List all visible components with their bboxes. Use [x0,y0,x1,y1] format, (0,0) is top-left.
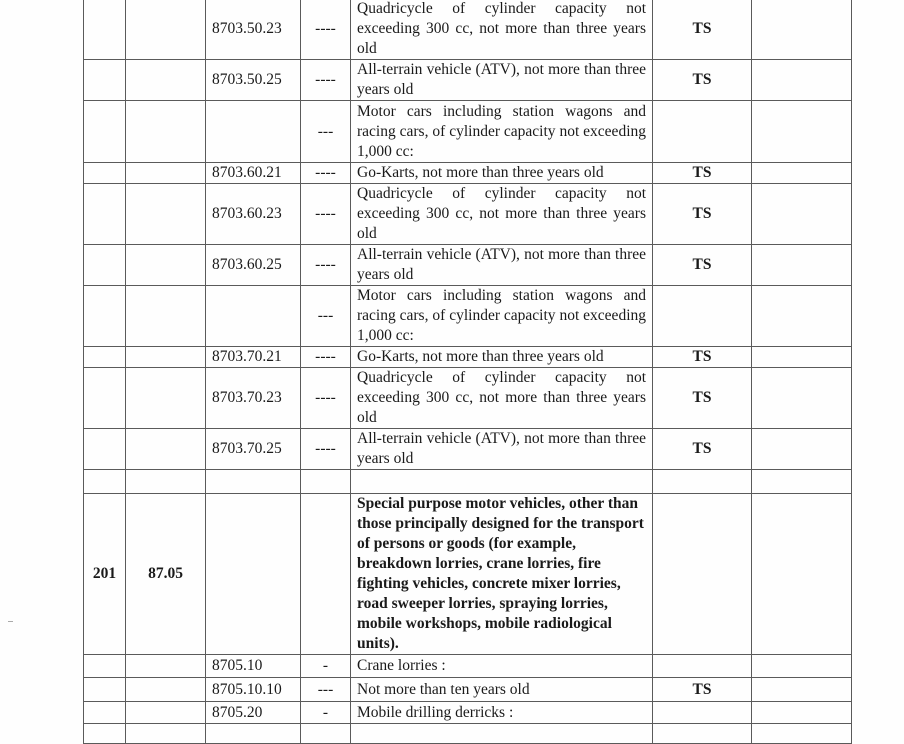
rate-cell [653,724,752,744]
description-cell [351,470,653,494]
hs-code-cell [206,494,301,655]
rate-cell: TS [653,347,752,368]
heading-cell [126,245,206,286]
extra-cell [752,368,852,429]
hs-code-cell [206,101,301,163]
extra-cell [752,286,852,347]
heading-cell [126,184,206,245]
serial-number-cell [84,429,126,470]
extra-cell [752,184,852,245]
indent-dash-cell: ---- [301,184,351,245]
rate-cell: TS [653,368,752,429]
hs-code-cell: 8703.70.23 [206,368,301,429]
table-row [84,494,852,655]
heading-cell [126,163,206,184]
serial-number-cell [84,0,126,60]
table-row [84,702,852,724]
indent-dash-cell [301,724,351,744]
hs-code-cell: 8703.50.23 [206,0,301,60]
table-row [84,245,852,286]
table-row [84,286,852,347]
extra-cell [752,494,852,655]
hs-code-cell: 8705.10.10 [206,678,301,702]
indent-dash-cell: ---- [301,60,351,101]
extra-cell [752,724,852,744]
indent-dash-cell [301,494,351,655]
table-row [84,470,852,494]
hs-code-cell [206,286,301,347]
heading-cell [126,429,206,470]
heading-cell [126,347,206,368]
table-row [84,101,852,163]
serial-number-cell [84,655,126,678]
table-row [84,724,852,744]
table-row [84,184,852,245]
tariff-table-body [84,0,852,744]
hs-code-cell: 8703.60.21 [206,163,301,184]
heading-cell: 87.05 [126,494,206,655]
description-cell [351,724,653,744]
hs-code-cell: 8703.70.21 [206,347,301,368]
serial-number-cell [84,368,126,429]
indent-dash-cell: --- [301,101,351,163]
extra-cell [752,347,852,368]
rate-cell [653,702,752,724]
heading-cell [126,101,206,163]
rate-cell: TS [653,245,752,286]
serial-number-cell: 201 [84,494,126,655]
serial-number-cell [84,245,126,286]
rate-cell: TS [653,184,752,245]
rate-cell [653,101,752,163]
table-row [84,163,852,184]
description-cell: All-terrain vehicle (ATV), not more than three years old [351,429,653,470]
heading-cell [126,368,206,429]
serial-number-cell [84,60,126,101]
heading-cell [126,724,206,744]
rate-cell: TS [653,163,752,184]
tariff-table [83,0,852,744]
serial-number-cell [84,702,126,724]
heading-cell [126,678,206,702]
extra-cell [752,655,852,678]
hs-code-cell: 8705.10 [206,655,301,678]
indent-dash-cell: ---- [301,347,351,368]
table-row [84,0,852,60]
hs-code-cell: 8703.50.25 [206,60,301,101]
heading-cell [126,470,206,494]
serial-number-cell [84,724,126,744]
hs-code-cell [206,724,301,744]
serial-number-cell [84,101,126,163]
indent-dash-cell: ---- [301,163,351,184]
extra-cell [752,702,852,724]
heading-cell [126,60,206,101]
table-row [84,60,852,101]
description-cell: All-terrain vehicle (ATV), not more than three years old [351,245,653,286]
hs-code-cell: 8703.60.23 [206,184,301,245]
extra-cell [752,470,852,494]
indent-dash-cell [301,470,351,494]
serial-number-cell [84,286,126,347]
description-cell: Motor cars including station wagons and racing cars, of cylinder capacity not exceeding 1,000 cc: [351,101,653,163]
description-cell: Go-Karts, not more than three years old [351,347,653,368]
description-cell: Quadricycle of cylinder capacity not exceeding 300 cc, not more than three years old [351,0,653,60]
indent-dash-cell: ---- [301,429,351,470]
table-row [84,347,852,368]
table-row [84,368,852,429]
heading-cell [126,286,206,347]
rate-cell: TS [653,0,752,60]
description-cell: Mobile drilling derricks : [351,702,653,724]
rate-cell [653,494,752,655]
hs-code-cell [206,470,301,494]
rate-cell [653,470,752,494]
hs-code-cell: 8705.20 [206,702,301,724]
extra-cell [752,163,852,184]
scan-speck [8,621,13,622]
indent-dash-cell: --- [301,678,351,702]
rate-cell: TS [653,678,752,702]
serial-number-cell [84,678,126,702]
hs-code-cell: 8703.70.25 [206,429,301,470]
indent-dash-cell: - [301,702,351,724]
serial-number-cell [84,470,126,494]
indent-dash-cell: --- [301,286,351,347]
description-cell: Special purpose motor vehicles, other than those principally designed for the transport of persons or goods (for example, breakdown lorries, crane lorries, fire fighting vehicles, concrete mixer lorries, road sweeper lorries, spraying lorries, mobile workshops, mobile radiological units). [351,494,653,655]
description-cell: All-terrain vehicle (ATV), not more than three years old [351,60,653,101]
indent-dash-cell: - [301,655,351,678]
serial-number-cell [84,347,126,368]
hs-code-cell: 8703.60.25 [206,245,301,286]
extra-cell [752,60,852,101]
extra-cell [752,678,852,702]
rate-cell: TS [653,429,752,470]
description-cell: Go-Karts, not more than three years old [351,163,653,184]
table-row [84,429,852,470]
serial-number-cell [84,184,126,245]
indent-dash-cell: ---- [301,0,351,60]
heading-cell [126,702,206,724]
table-row [84,655,852,678]
rate-cell [653,286,752,347]
description-cell: Motor cars including station wagons and racing cars, of cylinder capacity not exceeding 1,000 cc: [351,286,653,347]
rate-cell [653,655,752,678]
heading-cell [126,655,206,678]
extra-cell [752,245,852,286]
extra-cell [752,0,852,60]
description-cell: Crane lorries : [351,655,653,678]
description-cell: Not more than ten years old [351,678,653,702]
rate-cell: TS [653,60,752,101]
extra-cell [752,101,852,163]
heading-cell [126,0,206,60]
table-row [84,678,852,702]
indent-dash-cell: ---- [301,245,351,286]
indent-dash-cell: ---- [301,368,351,429]
description-cell: Quadricycle of cylinder capacity not exceeding 300 cc, not more than three years old [351,184,653,245]
serial-number-cell [84,163,126,184]
extra-cell [752,429,852,470]
description-cell: Quadricycle of cylinder capacity not exceeding 300 cc, not more than three years old [351,368,653,429]
